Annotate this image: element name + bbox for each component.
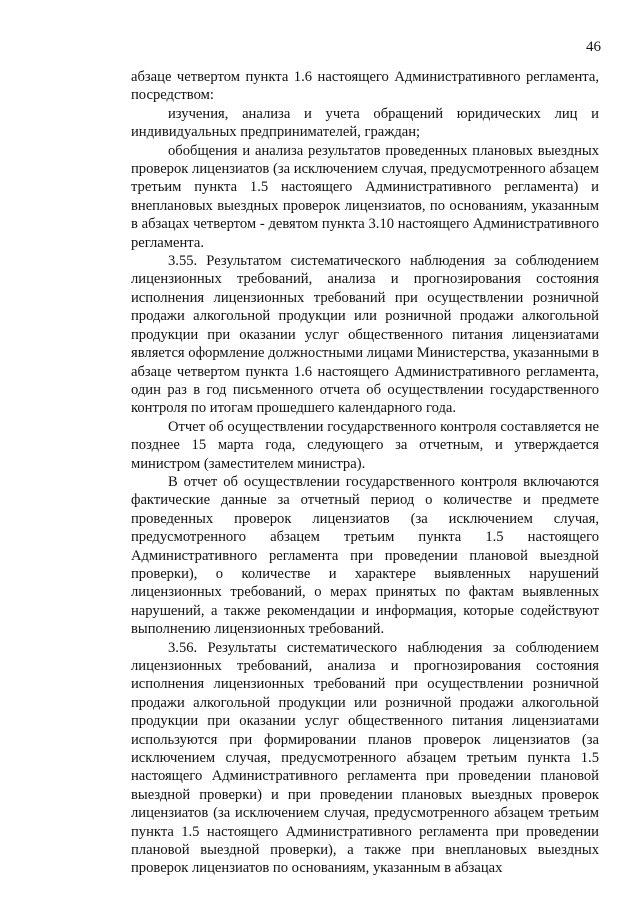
page-number: 46	[586, 39, 601, 55]
paragraph-3: обобщения и анализа результатов проведенных плановых выездных проверок лицензиатов (за исключением случая, предусмотренного абзацем третьим пункта 1.5 настоящего Административного регламента) и внеплановых выездных проверок лицензиатов, по основаниям, указанным в абзацах четвертом - девятом пункта 3.10 настоящего Административного регламента.	[131, 142, 599, 251]
paragraph-7: 3.56. Результаты систематического наблюдения за соблюдением лицензионных требований, анализа и прогнозирования состояния исполнения лицензионных требований при осуществлении розничной продажи алкогольной продукции или розничной продажи алкогольной продукции при оказании услуг общественного питания лицензиатами используются при формировании планов проверок лицензиатов (за исключением случая, предусмотренного абзацем третьим пункта 1.5 настоящего Административного регламента при проведении плановой выездной проверки) и при проведении плановых выездных проверок лицензиатов (за исключением случая, предусмотренного абзацем третьим пункта 1.5 настоящего Административного регламента при проведении плановой выездной проверки), а также при внеплановых выездных проверок лицензиатов по основаниям, указанным в абзацах	[131, 639, 599, 877]
paragraph-5: Отчет об осуществлении государственного контроля составляется не позднее 15 марта года, следующего за отчетным, и утверждается министром (заместителем министра).	[131, 418, 599, 472]
paragraph-1: абзаце четвертом пункта 1.6 настоящего Административного регламента, посредством:	[131, 69, 599, 104]
paragraph-2: изучения, анализа и учета обращений юридических лиц и индивидуальных предпринимателей, граждан;	[131, 105, 599, 141]
paragraph-4: 3.55. Результатом систематического наблюдения за соблюдением лицензионных требований, анализа и прогнозирования состояния исполнения лицензионных требований при осуществлении розничной продажи алкогольной продукции или розничной продажи алкогольной продукции при оказании услуг общественного питания лицензиатами является оформление должностными лицами Министерства, указанными в абзаце четвертом пункта 1.6 настоящего Административного регламента, один раз в год письменного отчета об осуществлении государственного контроля по итогам прошедшего календарного года.	[131, 253, 600, 417]
document-body	[131, 68, 599, 878]
paragraph-6: В отчет об осуществлении государственного контроля включаются фактические данные за отчетный период о количестве и предмете проведенных проверок лицензиатов (за исключением случая, предусмотренного абзацем третьим пункта 1.5 настоящего Административного регламента при проведении плановой выездной проверки), о количестве и характере выявленных нарушений лицензионных требований, о мерах принятых по фактам выявленных нарушений, а также рекомендации и информация, которые содействуют выполнению лицензионных требований.	[131, 473, 599, 638]
